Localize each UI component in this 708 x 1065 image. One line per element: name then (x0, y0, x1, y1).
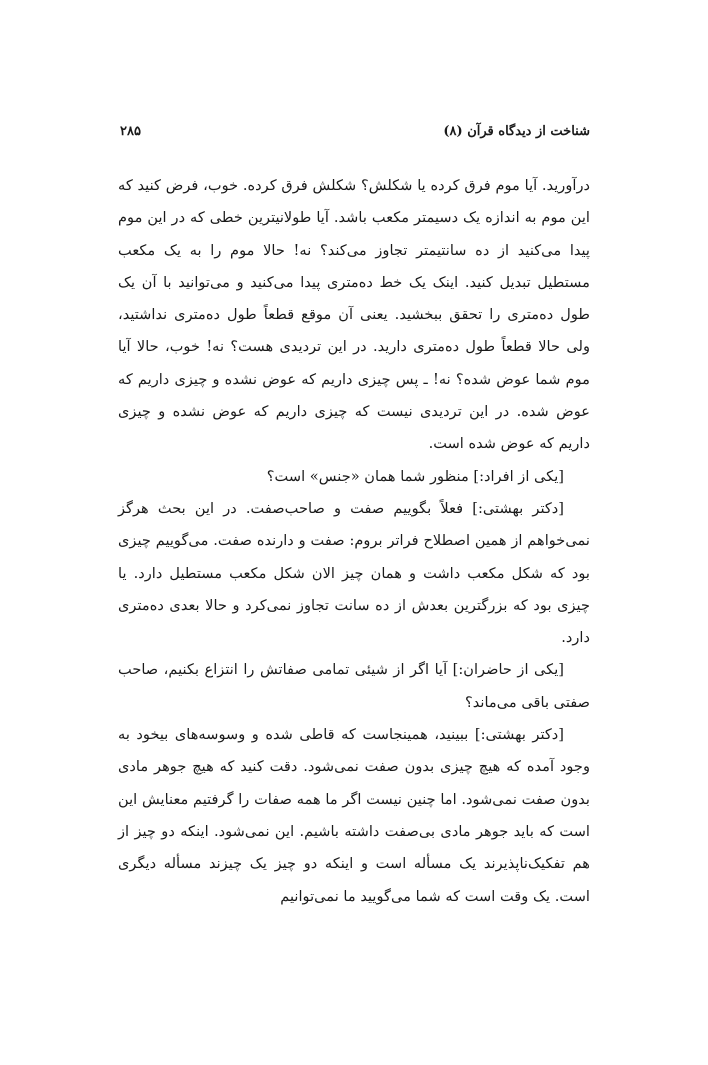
paragraph: [دکتر بهشتی:] فعلاً بگوییم صفت و صاحب‌صفت. در این بحث هرگز نمی‌خواهم از همین اصطلاح فراتر بروم: صفت و دارنده صفت. می‌گوییم چیزی بود که شکل مکعب داشت و همان چیز الان شکل مکعب مستطیل دارد. یا چیزی بود که بزرگترین بعدش از ده سانت تجاوز نمی‌کرد و حالا بعدی ده‌متری دارد. (118, 499, 590, 647)
chapter-title: شناخت از دیدگاه قرآن (۸) (443, 124, 590, 139)
paragraph: درآورید. آیا موم فرق کرده یا شکلش؟ شکلش فرق کرده. خوب، فرض کنید که این موم به اندازه یک دسیمتر مکعب باشد. آیا طولانیترین خطی که در این موم پیدا می‌کنید از ده سانتیمتر تجاوز می‌کند؟ نه! حالا موم را به یک مکعب مستطیل تبدیل کنید. اینک یک خط ده‌متری پیدا می‌کنید و می‌توانید با آن یک طول ده‌متری را تحقق ببخشید. یعنی آن موقع قطعاً طول ده‌متری نداشتید، ولی حالا قطعاً طول ده‌متری دارید. در این تردیدی هست؟ نه! خوب، حالا آیا موم شما عوض شده؟ نه! ـ پس چیزی داریم که عوض نشده و چیزی داریم که عوض شده. در این تردیدی نیست که چیزی داریم که عوض نشده و چیزی داریم که عوض شده است. (118, 177, 590, 453)
running-header (118, 118, 590, 146)
paragraph: [یکی از افراد:] منظور شما همان «جنس» است؟ (266, 467, 564, 485)
body-text (118, 170, 590, 913)
paragraph: [دکتر بهشتی:] ببینید، همینجاست که قاطی شده و وسوسه‌های بیخود به وجود آمده که هیچ چیزی بدون صفت نمی‌شود. دقت کنید که هیچ جوهر مادی بدون صفت نمی‌شود. اما چنین نیست اگر ما همه صفات را گرفتیم معنایش این است که باید جوهر مادی بی‌صفت داشته باشیم. این نمی‌شود. اینکه دو چیز از هم تفکیک‌ناپذیرند یک مسأله است و اینکه دو چیز یک چیزند مسأله دیگری است. یک وقت است که شما می‌گویید ما نمی‌توانیم (118, 726, 590, 905)
paragraph: [یکی از حاضران:] آیا اگر از شیئی تمامی صفاتش را انتزاع بکنیم، صاحب صفتی باقی می‌ماند؟ (118, 661, 590, 711)
book-page (118, 118, 590, 938)
page-number: ۲۸۵ (120, 124, 141, 139)
